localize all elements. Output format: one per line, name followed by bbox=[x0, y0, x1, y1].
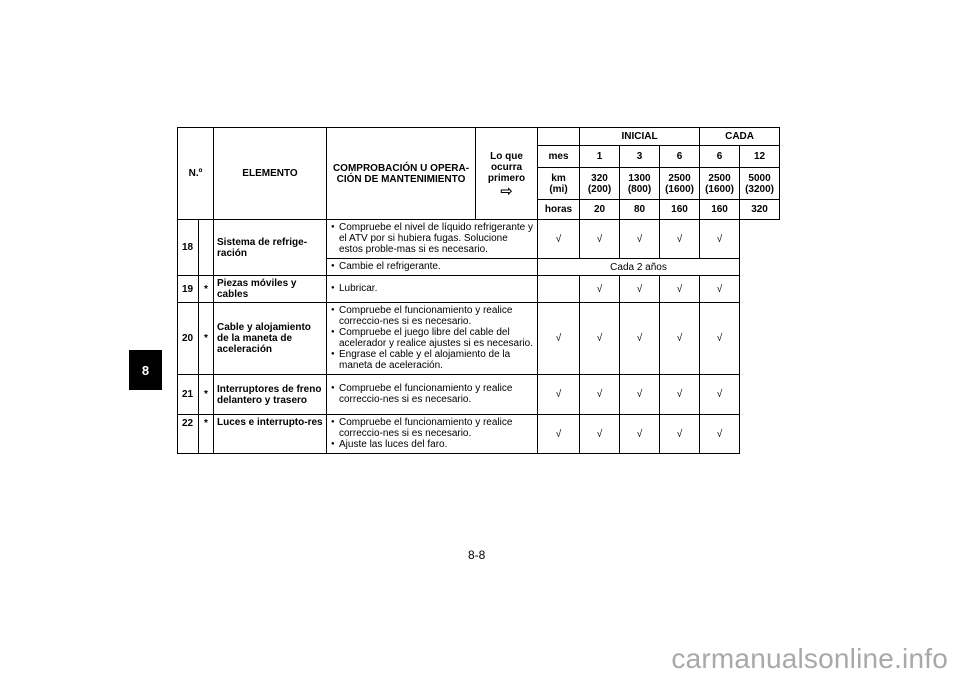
interval-label: mes bbox=[538, 146, 580, 168]
interval-value: 6 bbox=[700, 146, 740, 168]
item-number: 19 bbox=[178, 276, 199, 303]
interval-value: 320 (200) bbox=[580, 168, 620, 200]
interval-value: 12 bbox=[740, 146, 780, 168]
check-mark: √ bbox=[580, 303, 620, 375]
table-row bbox=[178, 375, 780, 415]
maintenance-table bbox=[177, 127, 780, 454]
interval-note: Cada 2 años bbox=[538, 259, 740, 276]
item-element: Interruptores de freno delantero y trasero bbox=[214, 375, 327, 415]
check-mark: √ bbox=[620, 220, 660, 259]
interval-value: 6 bbox=[660, 146, 700, 168]
interval-value: 20 bbox=[580, 200, 620, 220]
item-checks bbox=[327, 259, 538, 276]
item-number: 21 bbox=[178, 375, 199, 415]
interval-value: 2500 (1600) bbox=[700, 168, 740, 200]
check-item: ● Compruebe el juego libre del cable del acelerador y realice ajustes si es necesario. bbox=[331, 327, 533, 349]
chapter-number: 8 bbox=[141, 362, 150, 378]
chapter-tab bbox=[129, 350, 162, 390]
check-item: ● Compruebe el funcionamiento y realice correccio-nes si es necesario. bbox=[331, 305, 533, 327]
item-element: Piezas móviles y cables bbox=[214, 276, 327, 303]
check-mark: √ bbox=[660, 220, 700, 259]
check-mark: √ bbox=[660, 415, 700, 454]
item-mark bbox=[199, 220, 214, 276]
table-header bbox=[178, 128, 780, 220]
check-mark: √ bbox=[580, 375, 620, 415]
item-element: Luces e interrupto-res bbox=[214, 415, 327, 454]
check-mark: √ bbox=[620, 276, 660, 303]
check-mark: √ bbox=[700, 375, 740, 415]
check-mark: √ bbox=[700, 276, 740, 303]
check-mark: √ bbox=[538, 375, 580, 415]
item-element: Sistema de refrige-ración bbox=[214, 220, 327, 276]
check-item: ● Compruebe el funcionamiento y realice correccio-nes si es necesario. bbox=[331, 417, 533, 439]
interval-value: 1300 (800) bbox=[620, 168, 660, 200]
item-number: 20 bbox=[178, 303, 199, 375]
check-item: ● Engrase el cable y el alojamiento de la maneta de aceleración. bbox=[331, 349, 533, 371]
check-mark: √ bbox=[538, 415, 580, 454]
check-mark: √ bbox=[538, 220, 580, 259]
interval-value: 1 bbox=[580, 146, 620, 168]
check-item: ● Ajuste las luces del faro. bbox=[331, 439, 533, 450]
header-first bbox=[476, 128, 538, 220]
check-mark: √ bbox=[580, 276, 620, 303]
interval-value: 3 bbox=[620, 146, 660, 168]
check-mark: √ bbox=[700, 303, 740, 375]
check-mark: √ bbox=[580, 220, 620, 259]
interval-label: km (mi) bbox=[538, 168, 580, 200]
item-mark: * bbox=[199, 415, 214, 454]
item-checks bbox=[327, 375, 538, 415]
check-item: ● Cambie el refrigerante. bbox=[331, 261, 533, 272]
interval-value: 160 bbox=[700, 200, 740, 220]
interval-label: horas bbox=[538, 200, 580, 220]
check-mark: √ bbox=[660, 303, 700, 375]
check-item: ● Compruebe el funcionamiento y realice correccio-nes si es necesario. bbox=[331, 383, 533, 405]
check-mark: √ bbox=[620, 415, 660, 454]
interval-value: 80 bbox=[620, 200, 660, 220]
check-mark: √ bbox=[700, 415, 740, 454]
check-mark: √ bbox=[620, 303, 660, 375]
interval-value: 2500 (1600) bbox=[660, 168, 700, 200]
check-mark: √ bbox=[660, 375, 700, 415]
header-element: ELEMENTO bbox=[214, 128, 327, 220]
page-number: 8-8 bbox=[468, 548, 486, 562]
check-item: ● Lubricar. bbox=[331, 283, 533, 294]
check-item: ● Compruebe el nivel de líquido refrigerante y el ATV por si hubiera fugas. Solucione estos proble-mas si es necesario. bbox=[331, 222, 533, 255]
header-every: CADA bbox=[700, 128, 780, 146]
item-checks bbox=[327, 220, 538, 259]
item-checks bbox=[327, 415, 538, 454]
item-mark: * bbox=[199, 375, 214, 415]
header-first-label: Lo que ocurra primero bbox=[487, 150, 526, 184]
item-checks bbox=[327, 303, 538, 375]
watermark: carmanualsonline.info bbox=[671, 643, 948, 674]
item-mark: * bbox=[199, 276, 214, 303]
arrow-right-icon: ⇨ bbox=[500, 182, 513, 200]
table-row bbox=[178, 276, 780, 303]
check-mark: √ bbox=[538, 303, 580, 375]
check-mark: √ bbox=[580, 415, 620, 454]
table-row bbox=[178, 220, 780, 259]
table-row bbox=[178, 303, 780, 375]
interval-value: 320 bbox=[740, 200, 780, 220]
check-mark: √ bbox=[700, 220, 740, 259]
header-no: N.º bbox=[178, 128, 214, 220]
interval-value: 5000 (3200) bbox=[740, 168, 780, 200]
check-mark bbox=[538, 276, 580, 303]
interval-value: 160 bbox=[660, 200, 700, 220]
item-checks bbox=[327, 276, 538, 303]
check-mark: √ bbox=[660, 276, 700, 303]
check-mark: √ bbox=[620, 375, 660, 415]
item-element: Cable y alojamiento de la maneta de aceleración bbox=[214, 303, 327, 375]
header-check: COMPROBACIÓN U OPERA-CIÓN DE MANTENIMIENTO bbox=[327, 128, 476, 220]
item-mark: * bbox=[199, 303, 214, 375]
table-row bbox=[178, 415, 780, 454]
header-initial: INICIAL bbox=[580, 128, 700, 146]
item-number: 22 bbox=[178, 415, 199, 454]
item-number: 18 bbox=[178, 220, 199, 276]
